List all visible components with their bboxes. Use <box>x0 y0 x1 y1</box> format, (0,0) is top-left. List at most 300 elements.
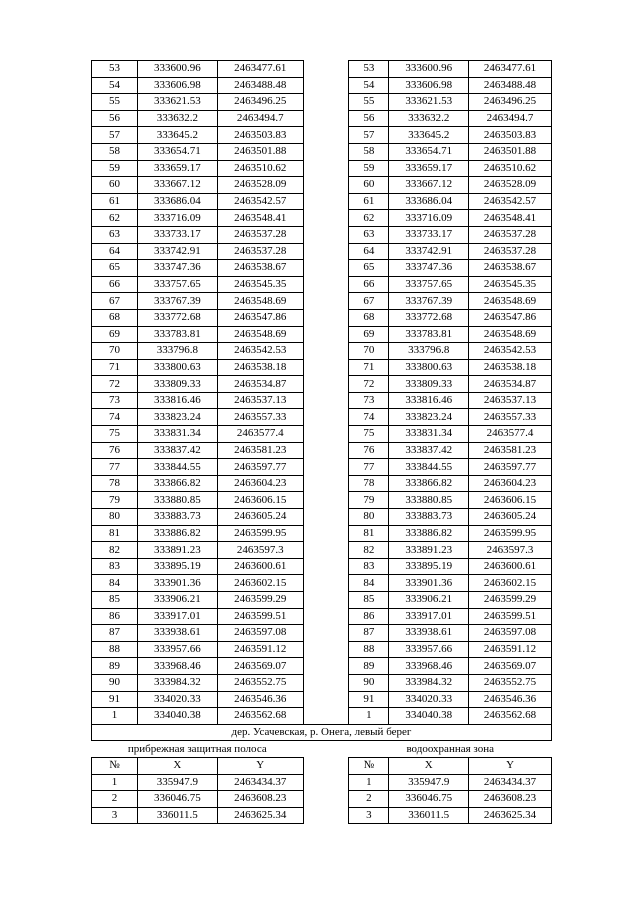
table-row <box>92 658 552 675</box>
x-coordinate-cell: 336011.5 <box>389 807 469 824</box>
y-coordinate-cell: 2463599.95 <box>217 525 303 542</box>
column-separator <box>303 392 349 409</box>
column-separator <box>303 625 349 642</box>
y-coordinate-cell: 2463538.67 <box>217 260 303 277</box>
y-coordinate-cell: 2463494.7 <box>469 110 552 127</box>
x-coordinate-cell: 336011.5 <box>137 807 217 824</box>
y-header: Y <box>217 757 303 774</box>
table-row <box>92 110 552 127</box>
point-number-cell: 87 <box>92 625 138 642</box>
x-header: X <box>389 757 469 774</box>
y-coordinate-cell: 2463488.48 <box>469 77 552 94</box>
column-separator <box>303 442 349 459</box>
point-number-cell: 53 <box>92 61 138 78</box>
table-row <box>92 293 552 310</box>
x-coordinate-cell: 333757.65 <box>389 276 469 293</box>
x-coordinate-cell: 333621.53 <box>137 94 217 111</box>
point-number-cell: 3 <box>349 807 389 824</box>
table-row <box>92 409 552 426</box>
column-gap <box>303 741 349 758</box>
y-coordinate-cell: 2463501.88 <box>469 143 552 160</box>
column-separator <box>303 376 349 393</box>
column-separator <box>303 309 349 326</box>
x-coordinate-cell: 333968.46 <box>137 658 217 675</box>
x-coordinate-cell: 333654.71 <box>389 143 469 160</box>
point-number-cell: 68 <box>349 309 389 326</box>
point-number-cell: 74 <box>92 409 138 426</box>
y-coordinate-cell: 2463542.57 <box>217 193 303 210</box>
point-number-cell: 60 <box>92 177 138 194</box>
x-coordinate-cell: 333654.71 <box>137 143 217 160</box>
point-number-cell: 91 <box>92 691 138 708</box>
column-separator <box>303 426 349 443</box>
point-number-cell: 3 <box>92 807 138 824</box>
y-coordinate-cell: 2463606.15 <box>217 492 303 509</box>
x-coordinate-cell: 333883.73 <box>137 509 217 526</box>
x-coordinate-cell: 333895.19 <box>137 558 217 575</box>
table-row <box>92 774 552 791</box>
point-number-cell: 83 <box>92 558 138 575</box>
x-coordinate-cell: 333757.65 <box>137 276 217 293</box>
y-coordinate-cell: 2463538.18 <box>469 359 552 376</box>
coordinates-document <box>91 60 552 824</box>
y-coordinate-cell: 2463608.23 <box>469 791 552 808</box>
x-coordinate-cell: 333659.17 <box>137 160 217 177</box>
y-coordinate-cell: 2463605.24 <box>469 509 552 526</box>
y-coordinate-cell: 2463503.83 <box>217 127 303 144</box>
x-coordinate-cell: 334040.38 <box>389 708 469 725</box>
y-coordinate-cell: 2463597.08 <box>217 625 303 642</box>
x-coordinate-cell: 333772.68 <box>137 309 217 326</box>
column-separator <box>303 260 349 277</box>
table-row <box>92 94 552 111</box>
point-number-cell: 86 <box>92 608 138 625</box>
x-coordinate-cell: 333667.12 <box>137 177 217 194</box>
x-coordinate-cell: 333632.2 <box>389 110 469 127</box>
table-row <box>92 475 552 492</box>
y-coordinate-cell: 2463537.13 <box>469 392 552 409</box>
table-row <box>92 509 552 526</box>
y-coordinate-cell: 2463434.37 <box>469 774 552 791</box>
point-number-cell: 73 <box>92 392 138 409</box>
y-coordinate-cell: 2463569.07 <box>217 658 303 675</box>
table-row <box>92 674 552 691</box>
table-row <box>92 61 552 78</box>
table-row <box>92 641 552 658</box>
x-coordinate-cell: 333831.34 <box>137 426 217 443</box>
point-number-cell: 69 <box>92 326 138 343</box>
x-coordinate-cell: 336046.75 <box>389 791 469 808</box>
y-coordinate-cell: 2463477.61 <box>469 61 552 78</box>
point-number-cell: 66 <box>92 276 138 293</box>
column-separator <box>303 492 349 509</box>
y-coordinate-cell: 2463557.33 <box>469 409 552 426</box>
column-separator <box>303 143 349 160</box>
x-coordinate-cell: 333742.91 <box>389 243 469 260</box>
y-coordinate-cell: 2463599.51 <box>469 608 552 625</box>
x-coordinate-cell: 333606.98 <box>137 77 217 94</box>
table-row <box>92 260 552 277</box>
x-coordinate-cell: 333816.46 <box>389 392 469 409</box>
column-separator <box>303 409 349 426</box>
point-number-cell: 64 <box>349 243 389 260</box>
x-coordinate-cell: 333831.34 <box>389 426 469 443</box>
column-separator <box>303 708 349 725</box>
point-number-cell: 57 <box>92 127 138 144</box>
section-title: дер. Усачевская, р. Онега, левый берег <box>92 724 552 741</box>
point-number-cell: 84 <box>92 575 138 592</box>
x-coordinate-cell: 333816.46 <box>137 392 217 409</box>
column-separator <box>303 475 349 492</box>
point-number-cell: 66 <box>349 276 389 293</box>
y-coordinate-cell: 2463602.15 <box>217 575 303 592</box>
column-separator <box>303 658 349 675</box>
x-coordinate-cell: 333895.19 <box>389 558 469 575</box>
point-number-cell: 73 <box>349 392 389 409</box>
column-separator <box>303 459 349 476</box>
column-separator <box>303 243 349 260</box>
x-coordinate-cell: 333837.42 <box>137 442 217 459</box>
point-number-cell: 61 <box>349 193 389 210</box>
point-number-cell: 80 <box>92 509 138 526</box>
table-row <box>92 558 552 575</box>
x-header: X <box>137 757 217 774</box>
table-row <box>92 442 552 459</box>
number-header: № <box>349 757 389 774</box>
y-coordinate-cell: 2463604.23 <box>469 475 552 492</box>
point-number-cell: 72 <box>92 376 138 393</box>
point-number-cell: 56 <box>349 110 389 127</box>
column-separator <box>303 61 349 78</box>
x-coordinate-cell: 333621.53 <box>389 94 469 111</box>
point-number-cell: 58 <box>349 143 389 160</box>
column-gap <box>303 757 349 774</box>
table-row <box>92 592 552 609</box>
y-coordinate-cell: 2463488.48 <box>217 77 303 94</box>
y-coordinate-cell: 2463546.36 <box>217 691 303 708</box>
table-row <box>92 376 552 393</box>
point-number-cell: 59 <box>349 160 389 177</box>
point-number-cell: 60 <box>349 177 389 194</box>
point-number-cell: 62 <box>349 210 389 227</box>
left-table-subtitle: прибрежная защитная полоса <box>92 741 304 758</box>
x-coordinate-cell: 333809.33 <box>389 376 469 393</box>
x-coordinate-cell: 334040.38 <box>137 708 217 725</box>
point-number-cell: 83 <box>349 558 389 575</box>
point-number-cell: 67 <box>349 293 389 310</box>
column-separator <box>303 110 349 127</box>
x-coordinate-cell: 333645.2 <box>389 127 469 144</box>
x-coordinate-cell: 333686.04 <box>389 193 469 210</box>
point-number-cell: 72 <box>349 376 389 393</box>
point-number-cell: 89 <box>349 658 389 675</box>
y-coordinate-cell: 2463597.3 <box>469 542 552 559</box>
point-number-cell: 1 <box>349 708 389 725</box>
x-coordinate-cell: 333984.32 <box>137 674 217 691</box>
column-separator <box>303 592 349 609</box>
x-coordinate-cell: 333844.55 <box>389 459 469 476</box>
point-number-cell: 58 <box>92 143 138 160</box>
y-coordinate-cell: 2463581.23 <box>217 442 303 459</box>
table-row <box>92 127 552 144</box>
number-header: № <box>92 757 138 774</box>
x-coordinate-cell: 333783.81 <box>137 326 217 343</box>
y-coordinate-cell: 2463597.77 <box>217 459 303 476</box>
y-coordinate-cell: 2463434.37 <box>217 774 303 791</box>
column-separator <box>303 641 349 658</box>
column-separator <box>303 293 349 310</box>
y-coordinate-cell: 2463537.28 <box>217 226 303 243</box>
column-separator <box>303 276 349 293</box>
x-coordinate-cell: 333823.24 <box>389 409 469 426</box>
x-coordinate-cell: 333938.61 <box>389 625 469 642</box>
point-number-cell: 1 <box>92 708 138 725</box>
table-row <box>92 459 552 476</box>
x-coordinate-cell: 333957.66 <box>389 641 469 658</box>
y-coordinate-cell: 2463537.28 <box>217 243 303 260</box>
table-row <box>92 343 552 360</box>
point-number-cell: 84 <box>349 575 389 592</box>
x-coordinate-cell: 333600.96 <box>389 61 469 78</box>
y-coordinate-cell: 2463477.61 <box>217 61 303 78</box>
column-separator <box>303 127 349 144</box>
x-coordinate-cell: 333716.09 <box>389 210 469 227</box>
x-coordinate-cell: 333800.63 <box>137 359 217 376</box>
point-number-cell: 2 <box>349 791 389 808</box>
column-separator <box>303 77 349 94</box>
column-separator <box>303 226 349 243</box>
point-number-cell: 65 <box>349 260 389 277</box>
point-number-cell: 91 <box>349 691 389 708</box>
x-coordinate-cell: 333891.23 <box>137 542 217 559</box>
point-number-cell: 82 <box>92 542 138 559</box>
column-separator <box>303 177 349 194</box>
point-number-cell: 63 <box>349 226 389 243</box>
x-coordinate-cell: 333837.42 <box>389 442 469 459</box>
subtitle-row <box>92 741 552 758</box>
y-coordinate-cell: 2463545.35 <box>469 276 552 293</box>
x-coordinate-cell: 334020.33 <box>389 691 469 708</box>
column-separator <box>303 359 349 376</box>
y-coordinate-cell: 2463599.95 <box>469 525 552 542</box>
table-row <box>92 575 552 592</box>
y-coordinate-cell: 2463538.18 <box>217 359 303 376</box>
point-number-cell: 79 <box>92 492 138 509</box>
y-coordinate-cell: 2463605.24 <box>217 509 303 526</box>
y-coordinate-cell: 2463546.36 <box>469 691 552 708</box>
y-coordinate-cell: 2463548.69 <box>469 326 552 343</box>
point-number-cell: 88 <box>349 641 389 658</box>
x-coordinate-cell: 333733.17 <box>389 226 469 243</box>
x-coordinate-cell: 333606.98 <box>389 77 469 94</box>
y-coordinate-cell: 2463548.69 <box>217 293 303 310</box>
point-number-cell: 76 <box>349 442 389 459</box>
x-coordinate-cell: 333667.12 <box>389 177 469 194</box>
x-coordinate-cell: 333800.63 <box>389 359 469 376</box>
y-header: Y <box>469 757 552 774</box>
point-number-cell: 71 <box>349 359 389 376</box>
point-number-cell: 63 <box>92 226 138 243</box>
x-coordinate-cell: 333796.8 <box>137 343 217 360</box>
point-number-cell: 61 <box>92 193 138 210</box>
point-number-cell: 64 <box>92 243 138 260</box>
x-coordinate-cell: 333632.2 <box>137 110 217 127</box>
y-coordinate-cell: 2463577.4 <box>469 426 552 443</box>
x-coordinate-cell: 333659.17 <box>389 160 469 177</box>
point-number-cell: 86 <box>349 608 389 625</box>
column-separator <box>303 674 349 691</box>
point-number-cell: 79 <box>349 492 389 509</box>
x-coordinate-cell: 335947.9 <box>137 774 217 791</box>
y-coordinate-cell: 2463600.61 <box>469 558 552 575</box>
y-coordinate-cell: 2463591.12 <box>217 641 303 658</box>
x-coordinate-cell: 333906.21 <box>137 592 217 609</box>
y-coordinate-cell: 2463542.53 <box>469 343 552 360</box>
table-row <box>92 77 552 94</box>
x-coordinate-cell: 333880.85 <box>137 492 217 509</box>
y-coordinate-cell: 2463600.61 <box>217 558 303 575</box>
x-coordinate-cell: 333906.21 <box>389 592 469 609</box>
table-row <box>92 608 552 625</box>
column-separator <box>303 343 349 360</box>
y-coordinate-cell: 2463599.29 <box>217 592 303 609</box>
y-coordinate-cell: 2463538.67 <box>469 260 552 277</box>
point-number-cell: 81 <box>349 525 389 542</box>
column-separator <box>303 160 349 177</box>
y-coordinate-cell: 2463545.35 <box>217 276 303 293</box>
y-coordinate-cell: 2463606.15 <box>469 492 552 509</box>
y-coordinate-cell: 2463547.86 <box>217 309 303 326</box>
column-gap <box>303 791 349 808</box>
point-number-cell: 53 <box>349 61 389 78</box>
y-coordinate-cell: 2463597.08 <box>469 625 552 642</box>
x-coordinate-cell: 333866.82 <box>137 475 217 492</box>
column-separator <box>303 193 349 210</box>
y-coordinate-cell: 2463552.75 <box>469 674 552 691</box>
point-number-cell: 54 <box>349 77 389 94</box>
point-number-cell: 57 <box>349 127 389 144</box>
y-coordinate-cell: 2463569.07 <box>469 658 552 675</box>
y-coordinate-cell: 2463534.87 <box>217 376 303 393</box>
point-number-cell: 74 <box>349 409 389 426</box>
y-coordinate-cell: 2463557.33 <box>217 409 303 426</box>
column-separator <box>303 509 349 526</box>
x-coordinate-cell: 335947.9 <box>389 774 469 791</box>
point-number-cell: 56 <box>92 110 138 127</box>
x-coordinate-cell: 333600.96 <box>137 61 217 78</box>
point-number-cell: 55 <box>92 94 138 111</box>
y-coordinate-cell: 2463562.68 <box>217 708 303 725</box>
column-separator <box>303 525 349 542</box>
table-row <box>92 492 552 509</box>
y-coordinate-cell: 2463548.41 <box>217 210 303 227</box>
point-number-cell: 54 <box>92 77 138 94</box>
table-row <box>92 309 552 326</box>
point-number-cell: 78 <box>92 475 138 492</box>
point-number-cell: 87 <box>349 625 389 642</box>
x-coordinate-cell: 333844.55 <box>137 459 217 476</box>
point-number-cell: 2 <box>92 791 138 808</box>
y-coordinate-cell: 2463496.25 <box>469 94 552 111</box>
table-row <box>92 625 552 642</box>
x-coordinate-cell: 333747.36 <box>389 260 469 277</box>
column-separator <box>303 542 349 559</box>
column-separator <box>303 558 349 575</box>
point-number-cell: 65 <box>92 260 138 277</box>
point-number-cell: 90 <box>92 674 138 691</box>
column-separator <box>303 691 349 708</box>
right-table-subtitle: водоохранная зона <box>349 741 552 758</box>
y-coordinate-cell: 2463528.09 <box>217 177 303 194</box>
x-coordinate-cell: 333747.36 <box>137 260 217 277</box>
point-number-cell: 67 <box>92 293 138 310</box>
x-coordinate-cell: 333809.33 <box>137 376 217 393</box>
point-number-cell: 1 <box>92 774 138 791</box>
table-row <box>92 193 552 210</box>
x-coordinate-cell: 333901.36 <box>137 575 217 592</box>
x-coordinate-cell: 333901.36 <box>389 575 469 592</box>
x-coordinate-cell: 333886.82 <box>389 525 469 542</box>
table-row <box>92 791 552 808</box>
column-separator <box>303 575 349 592</box>
y-coordinate-cell: 2463503.83 <box>469 127 552 144</box>
point-number-cell: 68 <box>92 309 138 326</box>
y-coordinate-cell: 2463537.28 <box>469 226 552 243</box>
y-coordinate-cell: 2463562.68 <box>469 708 552 725</box>
y-coordinate-cell: 2463548.69 <box>217 326 303 343</box>
y-coordinate-cell: 2463496.25 <box>217 94 303 111</box>
y-coordinate-cell: 2463510.62 <box>469 160 552 177</box>
point-number-cell: 82 <box>349 542 389 559</box>
table-row <box>92 426 552 443</box>
x-coordinate-cell: 333938.61 <box>137 625 217 642</box>
point-number-cell: 69 <box>349 326 389 343</box>
y-coordinate-cell: 2463577.4 <box>217 426 303 443</box>
column-separator <box>303 94 349 111</box>
x-coordinate-cell: 333733.17 <box>137 226 217 243</box>
y-coordinate-cell: 2463537.28 <box>469 243 552 260</box>
x-coordinate-cell: 333767.39 <box>389 293 469 310</box>
x-coordinate-cell: 333645.2 <box>137 127 217 144</box>
y-coordinate-cell: 2463542.53 <box>217 343 303 360</box>
x-coordinate-cell: 333984.32 <box>389 674 469 691</box>
table-row <box>92 359 552 376</box>
y-coordinate-cell: 2463548.41 <box>469 210 552 227</box>
y-coordinate-cell: 2463597.77 <box>469 459 552 476</box>
point-number-cell: 80 <box>349 509 389 526</box>
point-number-cell: 75 <box>92 426 138 443</box>
point-number-cell: 62 <box>92 210 138 227</box>
y-coordinate-cell: 2463510.62 <box>217 160 303 177</box>
y-coordinate-cell: 2463625.34 <box>217 807 303 824</box>
column-gap <box>303 807 349 824</box>
point-number-cell: 81 <box>92 525 138 542</box>
y-coordinate-cell: 2463552.75 <box>217 674 303 691</box>
x-coordinate-cell: 333742.91 <box>137 243 217 260</box>
y-coordinate-cell: 2463494.7 <box>217 110 303 127</box>
table-row <box>92 807 552 824</box>
x-coordinate-cell: 333796.8 <box>389 343 469 360</box>
y-coordinate-cell: 2463599.51 <box>217 608 303 625</box>
table-row <box>92 177 552 194</box>
point-number-cell: 78 <box>349 475 389 492</box>
x-coordinate-cell: 333823.24 <box>137 409 217 426</box>
x-coordinate-cell: 333883.73 <box>389 509 469 526</box>
column-separator <box>303 608 349 625</box>
table-row <box>92 243 552 260</box>
y-coordinate-cell: 2463625.34 <box>469 807 552 824</box>
section-title-row <box>92 724 552 741</box>
